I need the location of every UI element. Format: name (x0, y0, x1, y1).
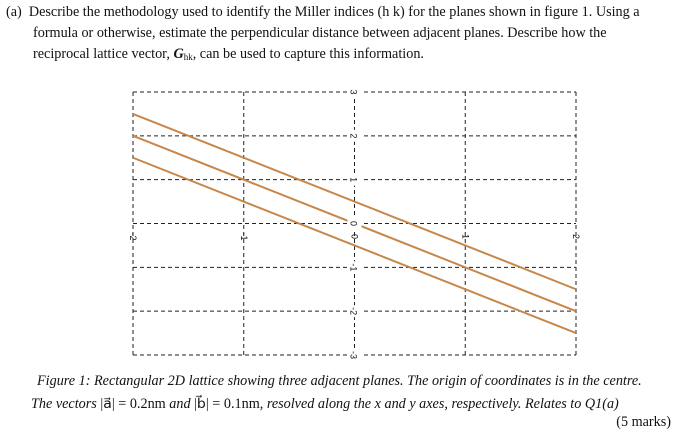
figure-caption (0, 370, 681, 416)
x-tick-label: -2 (128, 232, 138, 241)
y-tick-label: 2 (348, 133, 359, 139)
reciprocal-vector-symbol: G (173, 46, 184, 62)
x-tick-label: -1 (238, 232, 249, 241)
caption-line-2-b: , resolved along the x and y axes, respectively. Relates to Q1(a) (259, 396, 619, 412)
x-tick-label: 1 (460, 233, 471, 240)
question-label: (a) (6, 4, 22, 20)
question-line-3-pre: reciprocal lattice vector, (33, 46, 174, 62)
marks-label: (5 marks) (616, 414, 671, 430)
question-line-2: formula or otherwise, estimate the perpendicular distance between adjacent planes. Describe how the (33, 25, 607, 41)
question-line-3-post: , can be used to capture this information. (192, 46, 424, 62)
vector-b-magnitude: |b⃗| = 0.1nm (194, 396, 260, 412)
y-tick-label: 1 (348, 177, 359, 183)
reciprocal-vector-subscript: hk (183, 52, 193, 62)
y-tick-label: -3 (348, 350, 359, 360)
y-tick-label: -1 (348, 263, 359, 272)
y-tick-label: 3 (348, 89, 359, 95)
x-tick-label: 0 (349, 233, 360, 240)
caption-line-1: Figure 1: Rectangular 2D lattice showing three adjacent planes. The origin of coordinates is in the centre. (37, 373, 642, 389)
question-line-1-text: Describe the methodology used to identify the Miller indices (h k) for the planes shown in figure 1. Using a (28, 4, 640, 20)
y-tick-label: -2 (348, 307, 359, 316)
caption-line-2 (0, 393, 681, 416)
x-tick-label: 2 (571, 233, 581, 240)
y-tick-label: 0 (348, 220, 359, 227)
caption-and: and (165, 396, 195, 412)
caption-line-2-a: The vectors (31, 396, 101, 412)
vector-a-magnitude: |a⃗| = 0.2nm (100, 396, 166, 412)
